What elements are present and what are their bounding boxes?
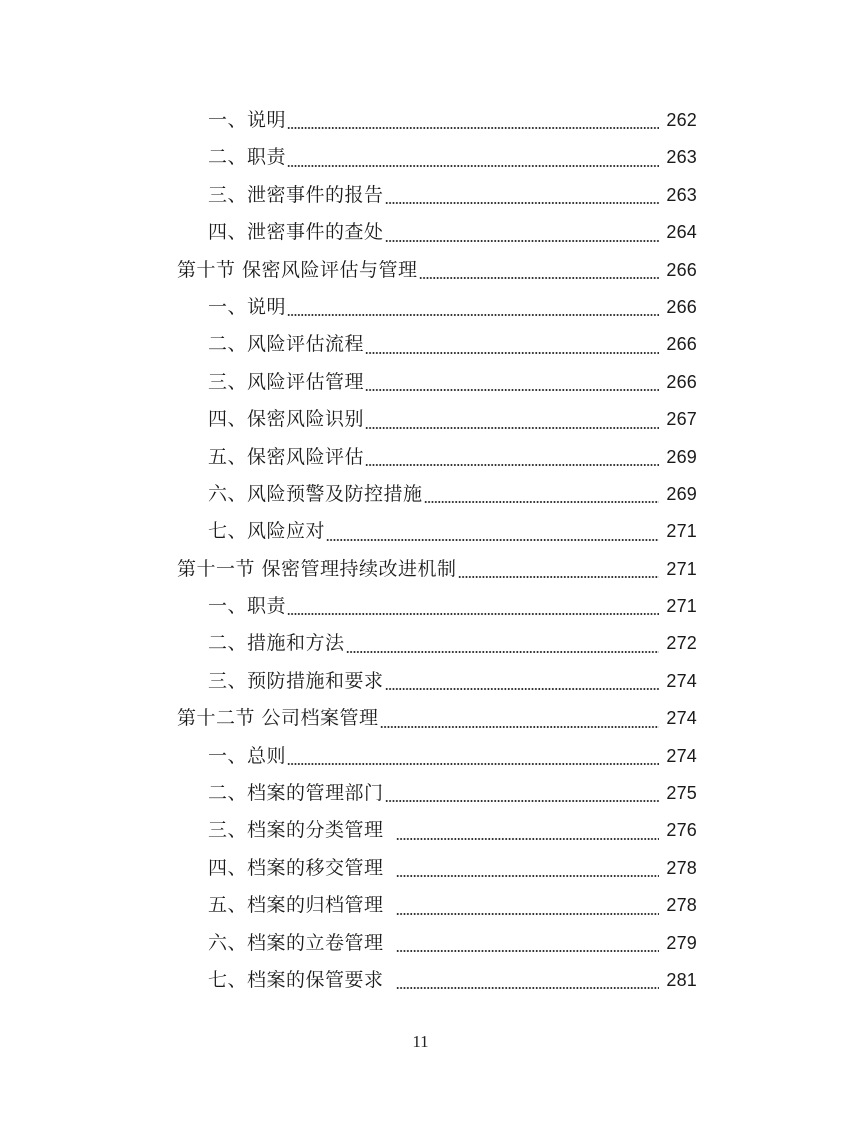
dot-leader [365,427,659,429]
toc-entry[interactable] [0,775,841,812]
dot-leader [396,950,659,952]
dot-leader [380,726,659,728]
toc-entry-title: 六、档案的立卷管理 [208,931,384,954]
dot-leader [365,464,659,466]
toc-entry-page: 266 [666,259,697,280]
dot-leader [287,763,659,765]
toc-entry-page: 266 [666,296,697,317]
toc-entry-title: 四、档案的移交管理 [208,856,384,879]
toc-entry-page: 271 [666,558,697,579]
toc-entry[interactable] [0,139,841,176]
toc-entry-page: 274 [666,670,697,691]
toc-entry-title: 三、预防措施和要求 [208,669,384,692]
toc-entry[interactable] [0,102,841,139]
toc-entry-page: 267 [666,409,697,430]
dot-leader [385,202,659,204]
toc-entry[interactable] [0,513,841,550]
toc-entry-page: 264 [666,222,697,243]
toc-entry-title: 六、风险预警及防控措施 [208,482,423,505]
toc-entry-page: 262 [666,110,697,130]
page-number: 11 [412,1032,429,1051]
toc-entry-page: 266 [666,371,697,392]
toc-entry[interactable] [0,663,841,700]
toc-entry-title: 第十一节 保密管理持续改进机制 [177,557,457,580]
dot-leader [287,127,659,129]
toc-entry-title: 一、总则 [208,744,287,767]
toc-entry-title: 四、泄密事件的查处 [208,221,384,244]
toc-entry[interactable] [0,887,841,924]
toc-entry-title: 二、档案的管理部门 [208,782,384,805]
dot-leader [365,352,659,354]
toc-entry-title: 三、泄密事件的报告 [208,183,384,206]
toc-entry-title: 第十二节 公司档案管理 [177,707,379,730]
toc-entry-title: 二、风险评估流程 [208,333,365,356]
toc-entry-title: 一、说明 [208,295,287,318]
toc-entry[interactable] [0,850,841,887]
toc-entry-page: 272 [666,633,697,654]
toc-entry-title: 三、档案的分类管理 [208,819,384,842]
toc-entry-title: 一、说明 [208,109,287,131]
toc-entry[interactable] [0,364,841,401]
toc-entry[interactable] [0,439,841,476]
toc-entry-title: 二、措施和方法 [208,632,345,655]
dot-leader [424,501,659,503]
toc-entry-page: 271 [666,521,697,542]
toc-entry-title: 四、保密风险识别 [208,408,365,431]
toc-section-entry[interactable] [0,252,841,289]
toc-entry[interactable] [0,177,841,214]
toc-entry-title: 一、职责 [208,595,287,618]
dot-leader [365,389,659,391]
toc-entry-title: 三、风险评估管理 [208,370,365,393]
dot-leader [287,314,659,316]
toc-entry-page: 271 [666,596,697,617]
dot-leader [287,613,659,615]
dot-leader [385,240,659,242]
toc-entry-page: 278 [666,895,697,916]
dot-leader [396,913,659,915]
toc-entry-title: 二、职责 [208,146,287,169]
dot-leader [419,277,659,279]
dot-leader [287,165,659,167]
dot-leader [326,539,659,541]
toc-section-entry[interactable] [0,551,841,588]
toc-entry-page: 269 [666,483,697,504]
toc-entry-title: 五、档案的归档管理 [208,894,384,917]
toc-entry-title: 五、保密风险评估 [208,445,365,468]
dot-leader [385,688,659,690]
dot-leader [396,987,659,989]
toc-entry[interactable] [0,588,841,625]
table-of-contents [0,102,841,999]
toc-entry[interactable] [0,625,841,662]
toc-entry[interactable] [0,812,841,849]
toc-entry[interactable] [0,214,841,251]
toc-entry-page: 263 [666,147,697,168]
toc-section-entry[interactable] [0,700,841,737]
dot-leader [346,651,659,653]
dot-leader [396,875,659,877]
toc-entry-page: 269 [666,446,697,467]
toc-entry[interactable] [0,289,841,326]
toc-entry-title: 第十节 保密风险评估与管理 [177,258,418,281]
toc-entry[interactable] [0,962,841,999]
dot-leader [385,800,659,802]
toc-entry-page: 279 [666,932,697,953]
toc-entry[interactable] [0,925,841,962]
toc-entry-title: 七、风险应对 [208,520,326,543]
dot-leader [396,838,659,840]
toc-entry[interactable] [0,738,841,775]
toc-entry-page: 278 [666,857,697,878]
toc-entry[interactable] [0,401,841,438]
toc-entry-title: 七、档案的保管要求 [208,968,384,991]
toc-entry-page: 266 [666,334,697,355]
toc-entry[interactable] [0,326,841,363]
toc-entry-page: 281 [666,969,697,990]
toc-entry-page: 263 [666,184,697,205]
toc-entry-page: 274 [666,708,697,729]
toc-entry-page: 275 [666,783,697,804]
toc-entry-page: 276 [666,820,697,841]
dot-leader [458,576,659,578]
toc-entry[interactable] [0,476,841,513]
toc-entry-page: 274 [666,745,697,766]
